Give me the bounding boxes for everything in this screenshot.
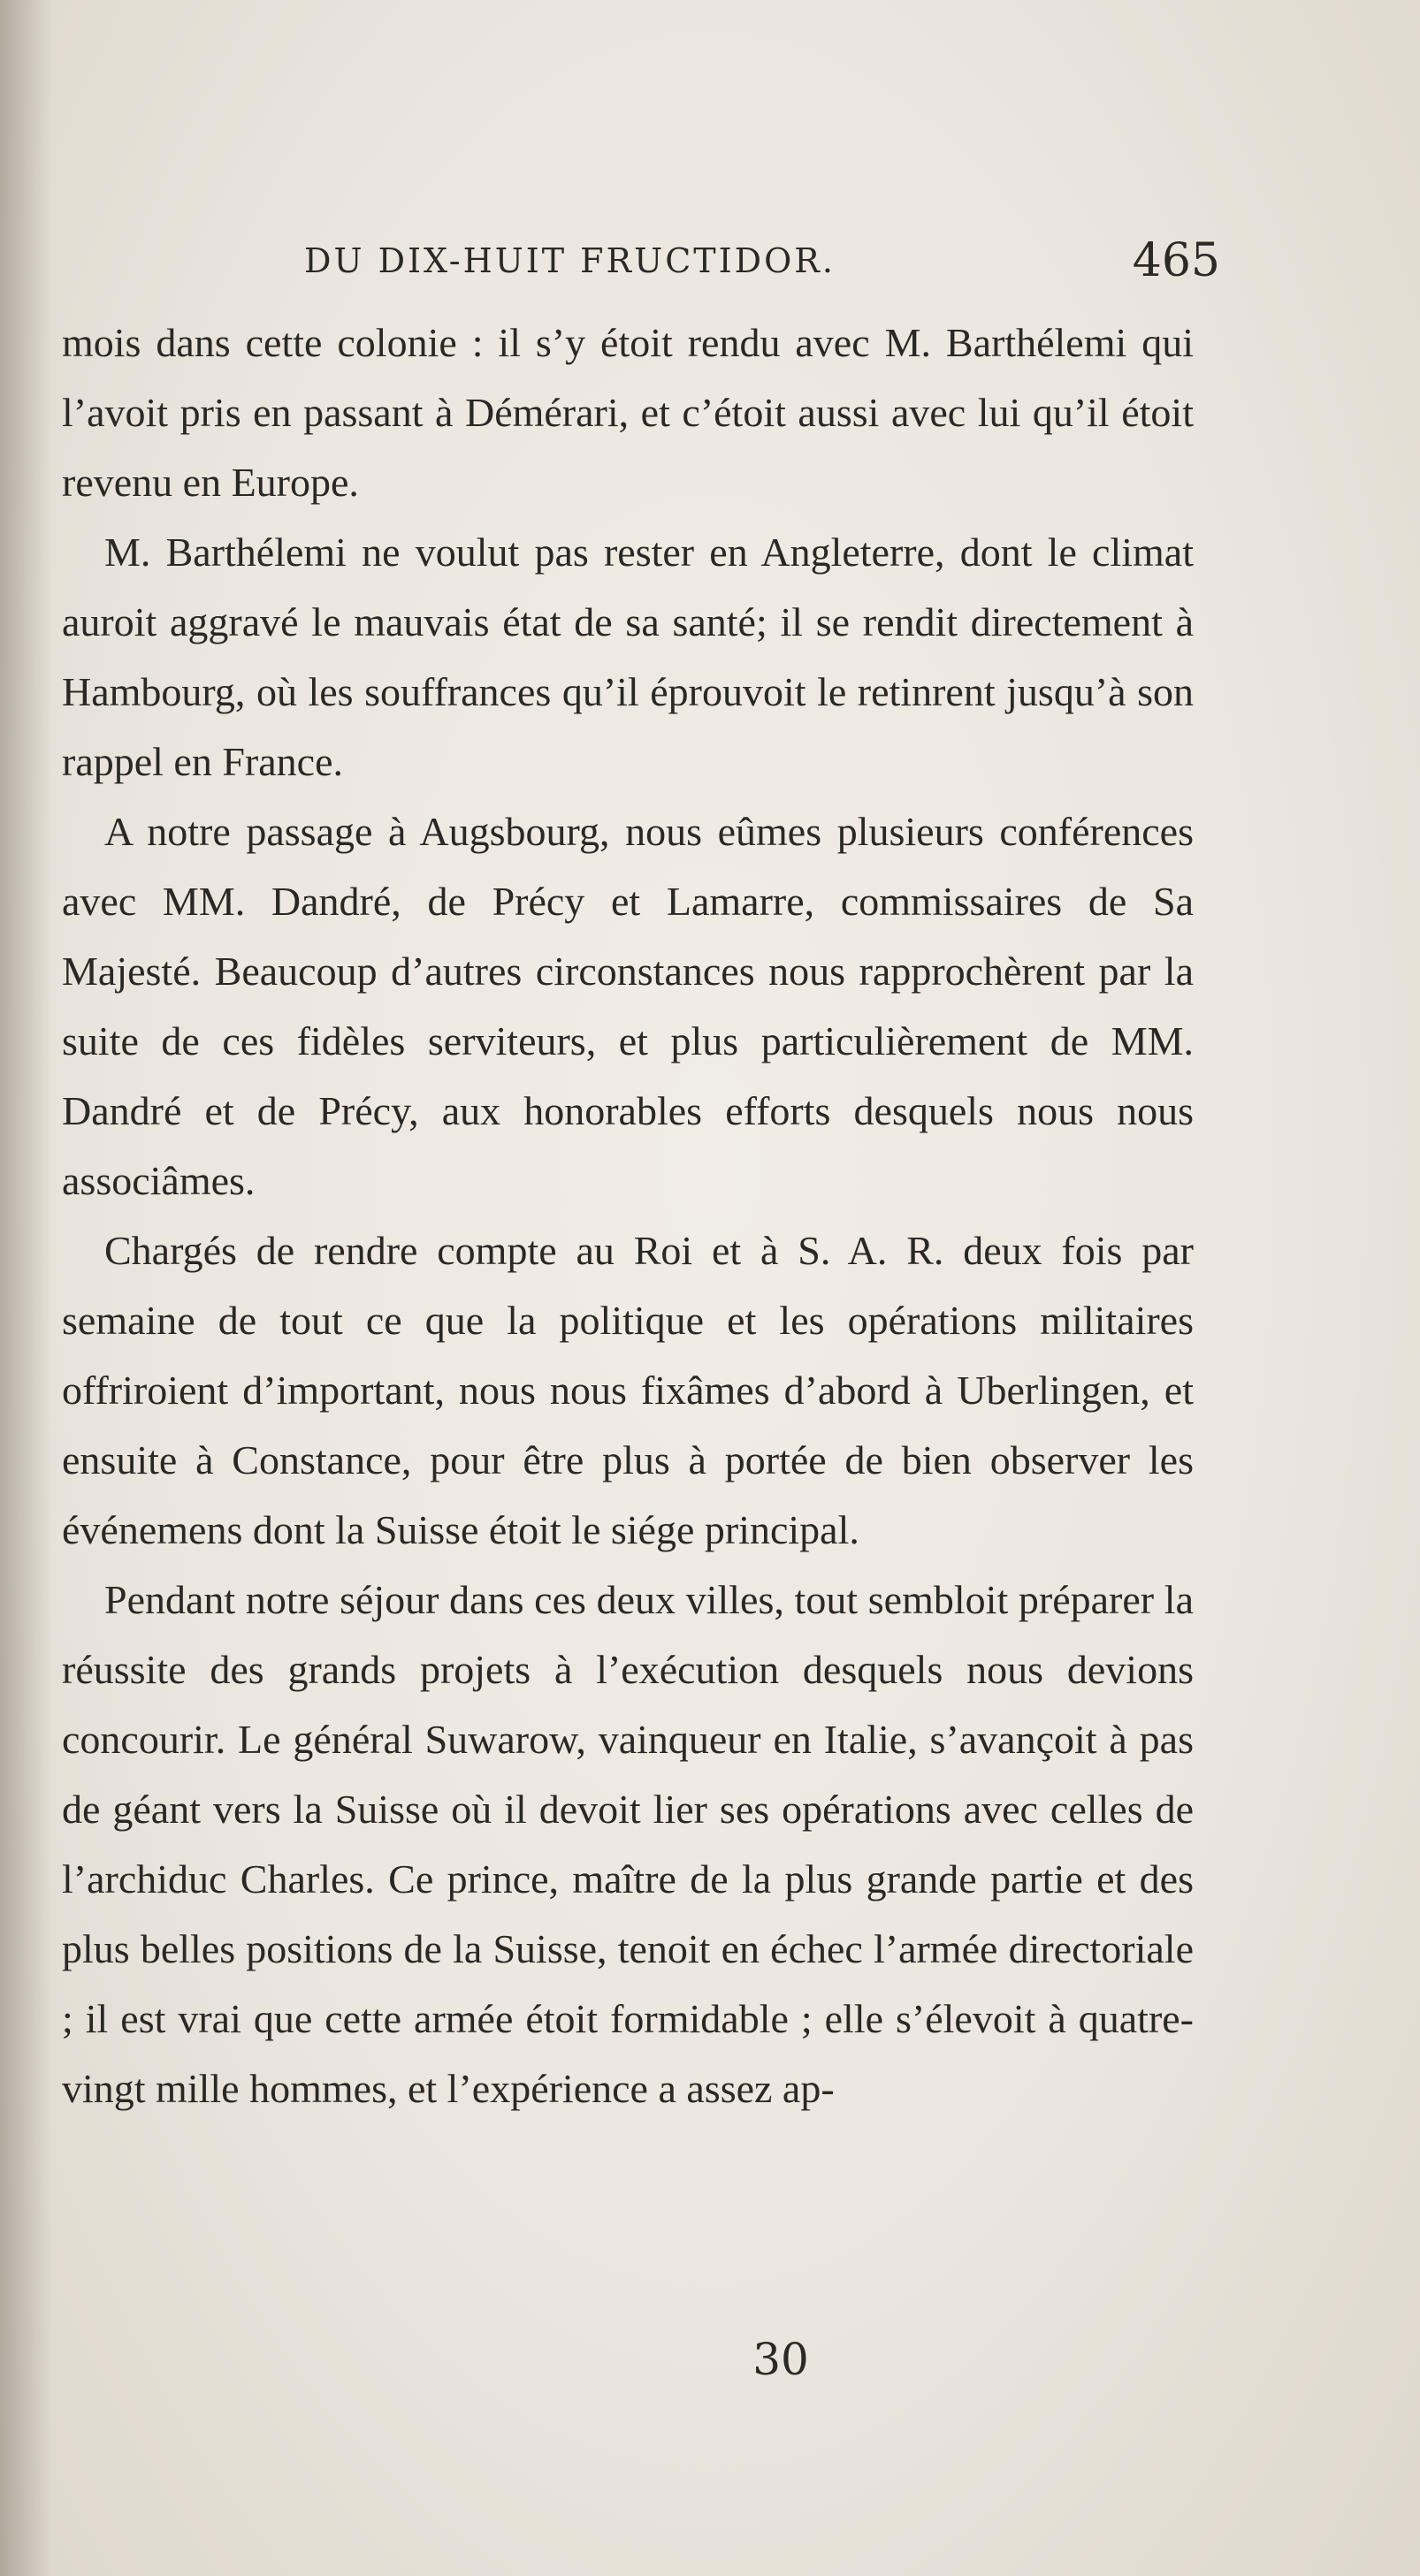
- paragraph-1: mois dans cette colonie : il s’y étoit rendu avec M. Barthélemi qui l’avoit pris en passant à Démérari, et c’étoit aussi avec lui qu’il étoit revenu en Europe.: [62, 320, 1194, 505]
- page-gutter-shadow: [0, 0, 53, 2576]
- paragraph-2: M. Barthélemi ne voulut pas rester en Angleterre, dont le climat auroit aggravé le mauvais état de sa santé; il se rendit directement à Hambourg, où les souffrances qu’il éprouvoit le retinrent jusqu’à son rappel en France.: [62, 530, 1194, 784]
- paragraph-4: Chargés de rendre compte au Roi et à S. A. R. deux fois par semaine de tout ce que la politique et les opérations militaires offriroient d’important, nous nous fixâmes d’abord à Uberlingen, et ensuite à Constance, pour être plus à portée de bien observer les événemens dont la Suisse étoit le siége principal.: [62, 1228, 1194, 1552]
- signature-mark: 30: [752, 2334, 809, 2385]
- running-head: DU DIX-HUIT FRUCTIDOR.: [304, 241, 836, 280]
- page-header: [71, 234, 1220, 287]
- body-text: [62, 308, 1194, 2123]
- page-number: 465: [1132, 234, 1220, 287]
- paragraph-5: Pendant notre séjour dans ces deux villes, tout sembloit préparer la réussite des grands projets à l’exécution desquels nous devions concourir. Le général Suwarow, vainqueur en Italie, s’avançoit à pas de géant vers la Suisse où il devoit lier ses opérations avec celles de l’archiduc Charles. Ce prince, maître de la plus grande partie et des plus belles positions de la Suisse, tenoit en échec l’armée directoriale ; il est vrai que cette armée étoit formidable ; elle s’élevoit à quatre-vingt mille hommes, et l’expérience a assez ap-: [62, 1577, 1194, 2111]
- paragraph-3: A notre passage à Augsbourg, nous eûmes plusieurs conférences avec MM. Dandré, de Précy et Lamarre, commissaires de Sa Majesté. Beaucoup d’autres circonstances nous rapprochèrent par la suite de ces fidèles serviteurs, et plus particulièrement de MM. Dandré et de Précy, aux honorables efforts desquels nous nous associâmes.: [62, 809, 1194, 1203]
